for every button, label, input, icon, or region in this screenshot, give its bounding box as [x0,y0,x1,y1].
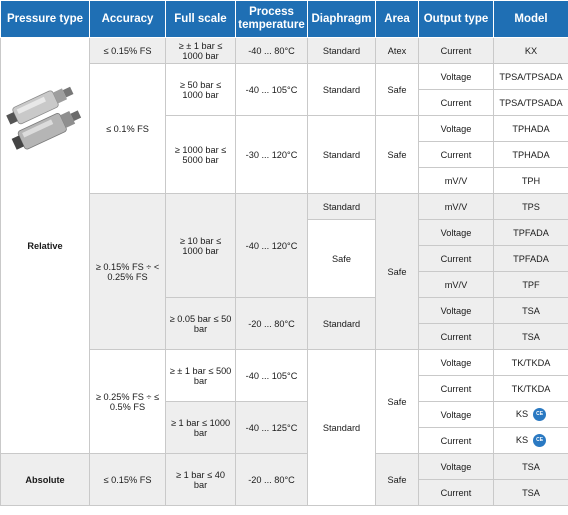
diaphragm-cell: Standard [308,350,376,506]
model-cell: TPSA/TPSADA [494,90,568,116]
accuracy-cell: ≤ 0.1% FS [90,64,166,194]
pressure-type-relative-cell [1,38,90,454]
diaphragm-cell: Standard [308,38,376,64]
temperature-cell: -40 ... 105°C [236,64,308,116]
output-type-cell: mV/V [419,168,494,194]
header-accuracy: Accuracy [90,1,166,38]
output-type-cell: Voltage [419,298,494,324]
pressure-type-absolute-cell: Absolute [1,454,90,506]
header-process-temperature: Process temperature [236,1,308,38]
accuracy-cell: ≤ 0.15% FS [90,38,166,64]
table-row [1,38,568,64]
area-cell: Safe [376,350,419,454]
output-type-cell: Voltage [419,350,494,376]
diaphragm-cell: Standard [308,194,376,220]
output-type-cell: Current [419,142,494,168]
full-scale-cell: ≥ 0.05 bar ≤ 50 bar [166,298,236,350]
model-cell: TSA [494,454,568,480]
full-scale-cell: ≥ 1 bar ≤ 1000 bar [166,402,236,454]
model-cell: TPS [494,194,568,220]
output-type-cell: Voltage [419,402,494,428]
output-type-cell: Voltage [419,116,494,142]
area-cell: Atex [376,38,419,64]
output-type-cell: Current [419,480,494,506]
model-cell: TSA [494,480,568,506]
temperature-cell: -40 ... 120°C [236,194,308,298]
output-type-cell: Current [419,428,494,454]
area-cell: Safe [376,454,419,506]
output-type-cell: Voltage [419,64,494,90]
output-type-cell: Current [419,324,494,350]
model-cell: TSA [494,324,568,350]
model-cell: TPF [494,272,568,298]
header-row [1,1,568,38]
full-scale-cell: ≥ ± 1 bar ≤ 500 bar [166,350,236,402]
output-type-cell: Current [419,90,494,116]
certification-badge-icon: CE [533,434,546,447]
model-cell: TPHADA [494,116,568,142]
header-output-type: Output type [419,1,494,38]
area-cell: Safe [376,64,419,116]
area-cell: Safe [376,194,419,350]
diaphragm-cell: Standard [308,116,376,194]
header-full-scale: Full scale [166,1,236,38]
temperature-cell: -20 ... 80°C [236,454,308,506]
certification-badge-icon: CE [533,408,546,421]
accuracy-cell: ≤ 0.15% FS [90,454,166,506]
temperature-cell: -40 ... 125°C [236,402,308,454]
output-type-cell: Current [419,376,494,402]
diaphragm-cell: Safe [308,220,376,298]
full-scale-cell: ≥ 1 bar ≤ 40 bar [166,454,236,506]
model-cell [494,402,568,428]
diaphragm-cell: Standard [308,64,376,116]
output-type-cell: mV/V [419,272,494,298]
model-cell: TPFADA [494,246,568,272]
area-cell: Safe [376,116,419,194]
full-scale-cell: ≥ 10 bar ≤ 1000 bar [166,194,236,298]
header-diaphragm: Diaphragm [308,1,376,38]
full-scale-cell: ≥ 50 bar ≤ 1000 bar [166,64,236,116]
output-type-cell: Current [419,38,494,64]
model-cell: TPFADA [494,220,568,246]
output-type-cell: Voltage [419,454,494,480]
temperature-cell: -40 ... 105°C [236,350,308,402]
accuracy-cell: ≥ 0.15% FS ÷ < 0.25% FS [90,194,166,350]
pressure-type-relative: Relative [27,240,63,251]
model-cell: TK/TKDA [494,376,568,402]
header-area: Area [376,1,419,38]
model-cell: KX [494,38,568,64]
table-row [1,454,568,480]
temperature-cell: -30 ... 120°C [236,116,308,194]
full-scale-cell: ≥ 1000 bar ≤ 5000 bar [166,116,236,194]
output-type-cell: Current [419,246,494,272]
output-type-cell: Voltage [419,220,494,246]
model-cell: TSA [494,298,568,324]
header-pressure-type: Pressure type [1,1,90,38]
header-model: Model [494,1,568,38]
full-scale-cell: ≥ ± 1 bar ≤ 1000 bar [166,38,236,64]
model-label: KS [515,408,529,419]
model-cell: TK/TKDA [494,350,568,376]
diaphragm-cell: Standard [308,298,376,350]
model-label: KS [515,434,529,445]
pressure-sensor-image [3,64,87,158]
temperature-cell: -20 ... 80°C [236,298,308,350]
output-type-cell: mV/V [419,194,494,220]
model-cell: TPHADA [494,142,568,168]
model-cell: TPH [494,168,568,194]
temperature-cell: -40 ... 80°C [236,38,308,64]
accuracy-cell: ≥ 0.25% FS ÷ ≤ 0.5% FS [90,350,166,454]
model-cell: TPSA/TPSADA [494,64,568,90]
model-cell [494,428,568,454]
